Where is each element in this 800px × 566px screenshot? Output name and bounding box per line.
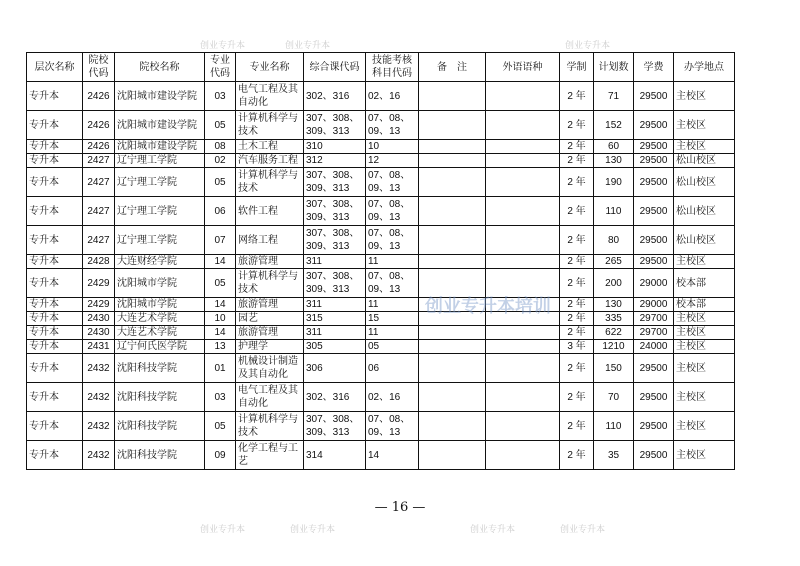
table-cell: 2432 bbox=[83, 354, 115, 383]
table-cell: 03 bbox=[205, 82, 236, 111]
table-cell: 2 年 bbox=[560, 111, 594, 140]
table-cell: 05 bbox=[366, 340, 419, 354]
table-cell: 302、316 bbox=[304, 383, 366, 412]
table-row bbox=[27, 197, 735, 226]
table-row bbox=[27, 111, 735, 140]
table-cell: 2 年 bbox=[560, 326, 594, 340]
table-row bbox=[27, 298, 735, 312]
column-header: 计划数 bbox=[594, 53, 634, 82]
table-cell: 网络工程 bbox=[236, 226, 304, 255]
table-cell: 专升本 bbox=[27, 412, 83, 441]
table-cell: 11 bbox=[366, 255, 419, 269]
table-cell bbox=[419, 168, 486, 197]
table-cell: 2 年 bbox=[560, 82, 594, 111]
table-cell: 主校区 bbox=[674, 383, 735, 412]
table-cell: 14 bbox=[205, 298, 236, 312]
table-cell bbox=[419, 312, 486, 326]
table-cell: 主校区 bbox=[674, 441, 735, 470]
table-cell: 305 bbox=[304, 340, 366, 354]
table-cell: 311 bbox=[304, 255, 366, 269]
table-cell: 2429 bbox=[83, 269, 115, 298]
table-cell: 机械设计制造及其自动化 bbox=[236, 354, 304, 383]
table-cell: 71 bbox=[594, 82, 634, 111]
watermark-text: 创业专升本 bbox=[200, 40, 246, 50]
table-cell: 计算机科学与技术 bbox=[236, 412, 304, 441]
table-cell: 松山校区 bbox=[674, 154, 735, 168]
table-cell: 2432 bbox=[83, 412, 115, 441]
table-cell: 2432 bbox=[83, 383, 115, 412]
table-cell: 265 bbox=[594, 255, 634, 269]
table-row bbox=[27, 82, 735, 111]
table-cell bbox=[486, 326, 560, 340]
table-row bbox=[27, 383, 735, 412]
table-cell: 主校区 bbox=[674, 340, 735, 354]
table-cell: 2 年 bbox=[560, 354, 594, 383]
table-cell: 302、316 bbox=[304, 82, 366, 111]
table-cell: 2427 bbox=[83, 226, 115, 255]
table-cell: 14 bbox=[205, 326, 236, 340]
table-row bbox=[27, 312, 735, 326]
table-cell: 2 年 bbox=[560, 312, 594, 326]
table-cell: 辽宁理工学院 bbox=[115, 154, 205, 168]
table-cell: 专升本 bbox=[27, 340, 83, 354]
table-cell: 园艺 bbox=[236, 312, 304, 326]
table-cell bbox=[419, 255, 486, 269]
table-cell bbox=[419, 383, 486, 412]
table-cell: 02、16 bbox=[366, 82, 419, 111]
table-cell: 307、308、309、313 bbox=[304, 412, 366, 441]
table-cell: 2 年 bbox=[560, 154, 594, 168]
table-cell: 2 年 bbox=[560, 269, 594, 298]
table-row bbox=[27, 354, 735, 383]
table-cell: 07、08、09、13 bbox=[366, 412, 419, 441]
table-cell: 辽宁理工学院 bbox=[115, 168, 205, 197]
table-cell: 2426 bbox=[83, 111, 115, 140]
table-cell: 03 bbox=[205, 383, 236, 412]
table-cell bbox=[486, 298, 560, 312]
table-cell bbox=[419, 441, 486, 470]
table-cell: 沈阳科技学院 bbox=[115, 383, 205, 412]
table-cell: 专升本 bbox=[27, 140, 83, 154]
table-cell: 旅游管理 bbox=[236, 255, 304, 269]
watermark-text: 创业专升本 bbox=[560, 524, 606, 534]
table-cell bbox=[419, 197, 486, 226]
table-cell: 311 bbox=[304, 298, 366, 312]
table-cell: 专升本 bbox=[27, 154, 83, 168]
table-cell: 130 bbox=[594, 298, 634, 312]
table-cell: 电气工程及其自动化 bbox=[236, 82, 304, 111]
table-cell: 06 bbox=[205, 197, 236, 226]
table-cell: 29000 bbox=[634, 269, 674, 298]
table-row bbox=[27, 269, 735, 298]
table-cell bbox=[486, 82, 560, 111]
table-cell: 05 bbox=[205, 412, 236, 441]
table-cell: 主校区 bbox=[674, 326, 735, 340]
table-cell: 307、308、309、313 bbox=[304, 168, 366, 197]
table-cell: 190 bbox=[594, 168, 634, 197]
table-cell: 13 bbox=[205, 340, 236, 354]
admission-plan-table bbox=[26, 52, 735, 470]
column-header: 层次名称 bbox=[27, 53, 83, 82]
table-cell: 29700 bbox=[634, 326, 674, 340]
table-cell: 汽车服务工程 bbox=[236, 154, 304, 168]
table-cell: 2432 bbox=[83, 441, 115, 470]
table-cell: 计算机科学与技术 bbox=[236, 168, 304, 197]
table-cell: 311 bbox=[304, 326, 366, 340]
table-cell: 2 年 bbox=[560, 255, 594, 269]
table-cell: 2 年 bbox=[560, 140, 594, 154]
table-cell: 辽宁何氏医学院 bbox=[115, 340, 205, 354]
table-cell: 29500 bbox=[634, 154, 674, 168]
watermark-text: 创业专升本 bbox=[200, 524, 246, 534]
table-cell: 校本部 bbox=[674, 298, 735, 312]
table-cell: 307、308、309、313 bbox=[304, 226, 366, 255]
table-cell: 1210 bbox=[594, 340, 634, 354]
table-cell: 70 bbox=[594, 383, 634, 412]
table-cell: 02、16 bbox=[366, 383, 419, 412]
table-cell bbox=[419, 154, 486, 168]
table-cell: 专升本 bbox=[27, 168, 83, 197]
table-cell: 专升本 bbox=[27, 383, 83, 412]
table-cell: 24000 bbox=[634, 340, 674, 354]
table-cell: 06 bbox=[366, 354, 419, 383]
column-header: 院校名称 bbox=[115, 53, 205, 82]
watermark-text: 创业专升本 bbox=[470, 524, 516, 534]
table-row bbox=[27, 154, 735, 168]
table-cell: 314 bbox=[304, 441, 366, 470]
page-number: — 16 — bbox=[374, 500, 426, 515]
table-cell: 化学工程与工艺 bbox=[236, 441, 304, 470]
table-cell bbox=[419, 326, 486, 340]
table-cell: 35 bbox=[594, 441, 634, 470]
column-header: 外语语种 bbox=[486, 53, 560, 82]
table-cell: 29500 bbox=[634, 111, 674, 140]
table-cell: 计算机科学与技术 bbox=[236, 269, 304, 298]
table-cell bbox=[486, 140, 560, 154]
table-cell bbox=[486, 269, 560, 298]
table-cell: 沈阳科技学院 bbox=[115, 441, 205, 470]
watermark-logo: 创业专升本培训 bbox=[425, 296, 551, 316]
table-header-row bbox=[27, 53, 735, 82]
table-cell: 松山校区 bbox=[674, 197, 735, 226]
table-cell bbox=[419, 226, 486, 255]
table-cell: 07、08、09、13 bbox=[366, 111, 419, 140]
table-cell bbox=[419, 82, 486, 111]
table-cell: 2427 bbox=[83, 197, 115, 226]
column-header: 专业名称 bbox=[236, 53, 304, 82]
table-cell: 29000 bbox=[634, 298, 674, 312]
table-cell: 15 bbox=[366, 312, 419, 326]
column-header: 院校代码 bbox=[83, 53, 115, 82]
table-cell: 沈阳城市学院 bbox=[115, 298, 205, 312]
table-cell bbox=[419, 111, 486, 140]
table-cell bbox=[486, 197, 560, 226]
table-cell: 专升本 bbox=[27, 312, 83, 326]
table-cell bbox=[486, 412, 560, 441]
table-cell: 大连艺术学院 bbox=[115, 326, 205, 340]
table-cell: 29500 bbox=[634, 197, 674, 226]
table-cell: 2431 bbox=[83, 340, 115, 354]
table-cell: 10 bbox=[366, 140, 419, 154]
table-cell: 松山校区 bbox=[674, 226, 735, 255]
table-cell: 专升本 bbox=[27, 269, 83, 298]
table-cell: 沈阳城市建设学院 bbox=[115, 111, 205, 140]
table-cell bbox=[486, 154, 560, 168]
table-cell: 旅游管理 bbox=[236, 326, 304, 340]
table-cell: 专升本 bbox=[27, 82, 83, 111]
column-header: 专业代码 bbox=[205, 53, 236, 82]
table-cell: 10 bbox=[205, 312, 236, 326]
table-cell: 09 bbox=[205, 441, 236, 470]
table-cell: 2426 bbox=[83, 82, 115, 111]
table-cell: 软件工程 bbox=[236, 197, 304, 226]
table-cell: 专升本 bbox=[27, 326, 83, 340]
table-cell: 29500 bbox=[634, 255, 674, 269]
table-cell: 2 年 bbox=[560, 298, 594, 312]
table-cell: 29500 bbox=[634, 168, 674, 197]
table-row bbox=[27, 326, 735, 340]
table-cell: 11 bbox=[366, 326, 419, 340]
table-cell: 沈阳城市学院 bbox=[115, 269, 205, 298]
table-cell: 07、08、09、13 bbox=[366, 197, 419, 226]
table-cell: 2430 bbox=[83, 312, 115, 326]
table-cell: 2 年 bbox=[560, 412, 594, 441]
table-cell: 2 年 bbox=[560, 383, 594, 412]
table-cell: 2427 bbox=[83, 168, 115, 197]
table-cell: 主校区 bbox=[674, 111, 735, 140]
table-cell: 11 bbox=[366, 298, 419, 312]
table-cell bbox=[419, 354, 486, 383]
table-cell: 沈阳城市建设学院 bbox=[115, 82, 205, 111]
table-cell: 3 年 bbox=[560, 340, 594, 354]
table-cell: 110 bbox=[594, 412, 634, 441]
table-cell: 307、308、309、313 bbox=[304, 197, 366, 226]
table-cell: 校本部 bbox=[674, 269, 735, 298]
table-cell: 14 bbox=[205, 255, 236, 269]
table-cell: 29500 bbox=[634, 226, 674, 255]
table-cell bbox=[486, 312, 560, 326]
table-cell: 152 bbox=[594, 111, 634, 140]
table-cell: 专升本 bbox=[27, 298, 83, 312]
table-row bbox=[27, 226, 735, 255]
table-cell: 专升本 bbox=[27, 354, 83, 383]
table-cell: 315 bbox=[304, 312, 366, 326]
table-cell bbox=[419, 140, 486, 154]
table-row bbox=[27, 168, 735, 197]
table-cell bbox=[486, 255, 560, 269]
table-cell: 150 bbox=[594, 354, 634, 383]
table-cell: 29500 bbox=[634, 140, 674, 154]
column-header: 学费 bbox=[634, 53, 674, 82]
table-row bbox=[27, 140, 735, 154]
table-cell: 2426 bbox=[83, 140, 115, 154]
table-cell bbox=[419, 412, 486, 441]
table-cell: 200 bbox=[594, 269, 634, 298]
table-cell: 沈阳科技学院 bbox=[115, 412, 205, 441]
column-header: 综合课代码 bbox=[304, 53, 366, 82]
table-cell: 专升本 bbox=[27, 197, 83, 226]
table-row bbox=[27, 412, 735, 441]
table-cell: 专升本 bbox=[27, 255, 83, 269]
table-cell: 2 年 bbox=[560, 441, 594, 470]
table-cell: 主校区 bbox=[674, 140, 735, 154]
table-cell: 沈阳科技学院 bbox=[115, 354, 205, 383]
table-cell: 29500 bbox=[634, 412, 674, 441]
column-header: 备 注 bbox=[419, 53, 486, 82]
table-cell: 主校区 bbox=[674, 82, 735, 111]
table-cell: 土木工程 bbox=[236, 140, 304, 154]
table-cell: 12 bbox=[366, 154, 419, 168]
table-row bbox=[27, 255, 735, 269]
column-header: 办学地点 bbox=[674, 53, 735, 82]
table-cell: 29700 bbox=[634, 312, 674, 326]
table-cell: 专升本 bbox=[27, 441, 83, 470]
table-cell: 旅游管理 bbox=[236, 298, 304, 312]
table-cell: 2 年 bbox=[560, 168, 594, 197]
table-cell: 07、08、09、13 bbox=[366, 168, 419, 197]
table-cell bbox=[486, 354, 560, 383]
table-row bbox=[27, 441, 735, 470]
table-cell bbox=[486, 111, 560, 140]
table-cell bbox=[419, 340, 486, 354]
table-cell: 07 bbox=[205, 226, 236, 255]
table-cell: 05 bbox=[205, 269, 236, 298]
table-cell bbox=[486, 226, 560, 255]
table-cell: 80 bbox=[594, 226, 634, 255]
table-cell: 大连艺术学院 bbox=[115, 312, 205, 326]
watermark-text: 创业专升本 bbox=[565, 40, 611, 50]
table-cell: 主校区 bbox=[674, 354, 735, 383]
table-cell: 05 bbox=[205, 111, 236, 140]
table-cell: 14 bbox=[366, 441, 419, 470]
table-cell: 主校区 bbox=[674, 312, 735, 326]
table-cell: 312 bbox=[304, 154, 366, 168]
table-cell: 29500 bbox=[634, 82, 674, 111]
table-cell: 辽宁理工学院 bbox=[115, 226, 205, 255]
table-cell: 307、308、309、313 bbox=[304, 111, 366, 140]
table-cell: 专升本 bbox=[27, 111, 83, 140]
table-cell: 307、308、309、313 bbox=[304, 269, 366, 298]
table-cell: 05 bbox=[205, 168, 236, 197]
table-cell: 2427 bbox=[83, 154, 115, 168]
table-cell bbox=[486, 168, 560, 197]
table-cell bbox=[486, 383, 560, 412]
table-cell: 2430 bbox=[83, 326, 115, 340]
table-cell: 松山校区 bbox=[674, 168, 735, 197]
table-cell: 306 bbox=[304, 354, 366, 383]
table-cell: 02 bbox=[205, 154, 236, 168]
table-cell bbox=[486, 340, 560, 354]
table-cell: 2428 bbox=[83, 255, 115, 269]
table-cell: 335 bbox=[594, 312, 634, 326]
table-cell: 计算机科学与技术 bbox=[236, 111, 304, 140]
table-cell: 07、08、09、13 bbox=[366, 269, 419, 298]
table-row bbox=[27, 340, 735, 354]
table-cell: 29500 bbox=[634, 383, 674, 412]
table-cell: 沈阳城市建设学院 bbox=[115, 140, 205, 154]
table-cell: 专升本 bbox=[27, 226, 83, 255]
table-cell: 130 bbox=[594, 154, 634, 168]
table-cell: 护理学 bbox=[236, 340, 304, 354]
table-cell: 2 年 bbox=[560, 197, 594, 226]
watermark-text: 创业专升本 bbox=[290, 524, 336, 534]
table-cell: 01 bbox=[205, 354, 236, 383]
table-cell: 07、08、09、13 bbox=[366, 226, 419, 255]
table-cell: 310 bbox=[304, 140, 366, 154]
table-cell: 主校区 bbox=[674, 255, 735, 269]
table-cell: 辽宁理工学院 bbox=[115, 197, 205, 226]
table-cell bbox=[486, 441, 560, 470]
table-cell: 29500 bbox=[634, 441, 674, 470]
table-cell bbox=[419, 298, 486, 312]
table-cell: 29500 bbox=[634, 354, 674, 383]
column-header: 技能考核科目代码 bbox=[366, 53, 419, 82]
table-cell: 电气工程及其自动化 bbox=[236, 383, 304, 412]
table-cell: 60 bbox=[594, 140, 634, 154]
table-cell: 08 bbox=[205, 140, 236, 154]
table-cell: 2 年 bbox=[560, 226, 594, 255]
table-cell: 主校区 bbox=[674, 412, 735, 441]
table-cell: 2429 bbox=[83, 298, 115, 312]
table-cell bbox=[419, 269, 486, 298]
column-header: 学制 bbox=[560, 53, 594, 82]
table-cell: 110 bbox=[594, 197, 634, 226]
table-cell: 622 bbox=[594, 326, 634, 340]
table-cell: 大连财经学院 bbox=[115, 255, 205, 269]
watermark-text: 创业专升本 bbox=[285, 40, 331, 50]
